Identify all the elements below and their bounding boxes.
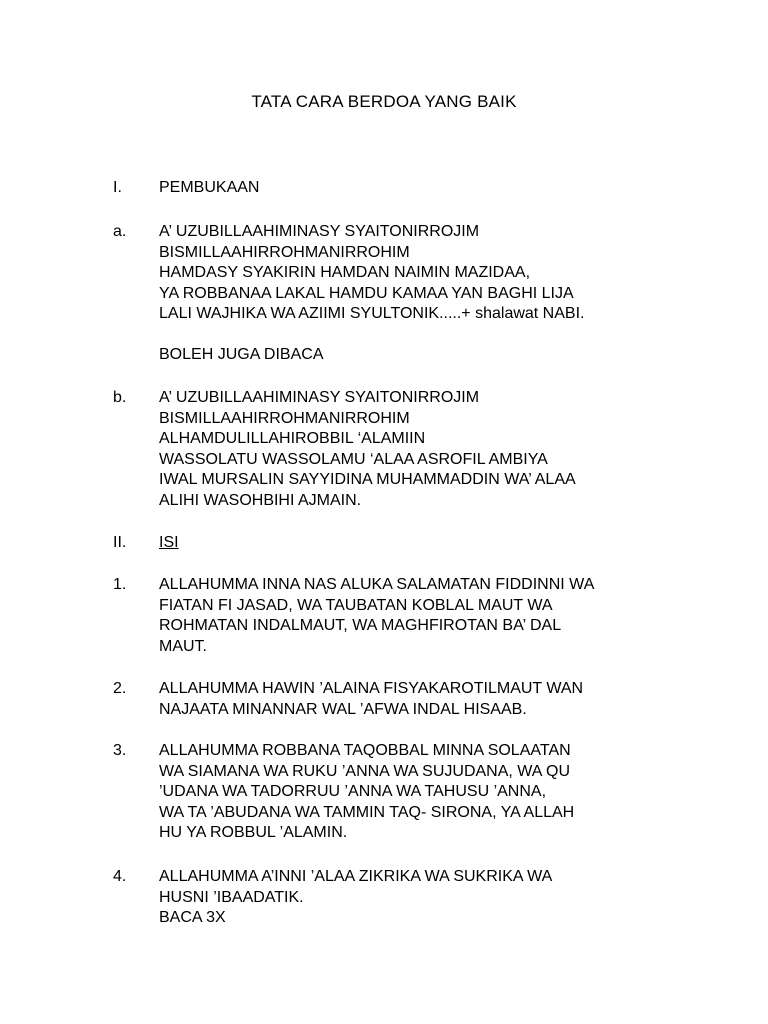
text-line: ALHAMDULILLAHIROBBIL ‘ALAMIIN: [159, 430, 426, 448]
item-text: [159, 741, 753, 844]
text-line: HUSNI ’IBAADATIK.: [159, 888, 304, 906]
section-text: [159, 533, 753, 554]
item-text: [159, 867, 753, 929]
text-line: ALLAHUMMA A’INNI ’ALAA ZIKRIKA WA SUKRIKA WA: [159, 868, 553, 885]
document-title: TATA CARA BERDOA YANG BAIK: [251, 92, 517, 111]
text-line: A’ UZUBILLAAHIMINASY SYAITONIRROJIM: [159, 389, 480, 406]
item-marker: 3.: [113, 742, 127, 759]
item-marker: a.: [113, 223, 127, 240]
text-line: BISMILLAAHIRROHMANIRROHIM: [159, 243, 410, 261]
text-line: NAJAATA MINANNAR WAL ’AFWA INDAL HISAAB.: [159, 700, 527, 718]
text-line: YA ROBBANAA LAKAL HAMDU KAMAA YAN BAGHI LIJA: [159, 284, 574, 302]
item-text: [159, 679, 753, 720]
text-line: HAMDASY SYAKIRIN HAMDAN NAIMIN MAZIDAA,: [159, 264, 531, 282]
text-line: ISI: [159, 534, 179, 551]
item-text: [159, 388, 753, 512]
text-line: A’ UZUBILLAAHIMINASY SYAITONIRROJIM: [159, 223, 480, 240]
text-line: BACA 3X: [159, 909, 226, 927]
text-line: LALI WAJHIKA WA AZIIMI SYULTONIK.....+ shalawat NABI.: [159, 305, 585, 323]
text-line: WA SIAMANA WA RUKU ’ANNA WA SUJUDANA, WA QU: [159, 762, 571, 780]
text-line: ALLAHUMMA INNA NAS ALUKA SALAMATAN FIDDINNI WA: [159, 576, 595, 593]
text-line: ’UDANA WA TADORRUU ’ANNA WA TAHUSU ’ANNA,: [159, 783, 547, 801]
note-text: [159, 345, 753, 366]
text-line: IWAL MURSALIN SAYYIDINA MUHAMMADDIN WA’ ALAA: [159, 471, 576, 489]
item-marker: 1.: [113, 576, 127, 593]
text-line: BOLEH JUGA DIBACA: [159, 346, 324, 363]
text-line: PEMBUKAAN: [159, 179, 260, 196]
text-line: ROHMATAN INDALMAUT, WA MAGHFIROTAN BA’ DAL: [159, 617, 562, 635]
item-text: [159, 222, 753, 325]
text-line: WA TA ’ABUDANA WA TAMMIN TAQ- SIRONA, YA ALLAH: [159, 803, 575, 821]
item-marker: b.: [113, 389, 127, 406]
section-marker: I.: [113, 179, 122, 196]
item-marker: 2.: [113, 680, 127, 697]
text-line: ALIHI WASOHBIHI AJMAIN.: [159, 491, 362, 509]
text-line: ALLAHUMMA HAWIN ’ALAINA FISYAKAROTILMAUT WAN: [159, 680, 584, 697]
item-marker: 4.: [113, 868, 127, 885]
section-marker: II.: [113, 534, 127, 551]
text-line: MAUT.: [159, 637, 207, 655]
text-line: HU YA ROBBUL ’ALAMIN.: [159, 824, 348, 842]
text-line: WASSOLATU WASSOLAMU ‘ALAA ASROFIL AMBIYA: [159, 450, 548, 468]
text-line: ALLAHUMMA ROBBANA TAQOBBAL MINNA SOLAATAN: [159, 742, 571, 759]
item-text: [159, 575, 753, 657]
text-line: BISMILLAAHIRROHMANIRROHIM: [159, 409, 410, 427]
section-text: [159, 178, 753, 199]
text-line: FIATAN FI JASAD, WA TAUBATAN KOBLAL MAUT WA: [159, 596, 553, 614]
